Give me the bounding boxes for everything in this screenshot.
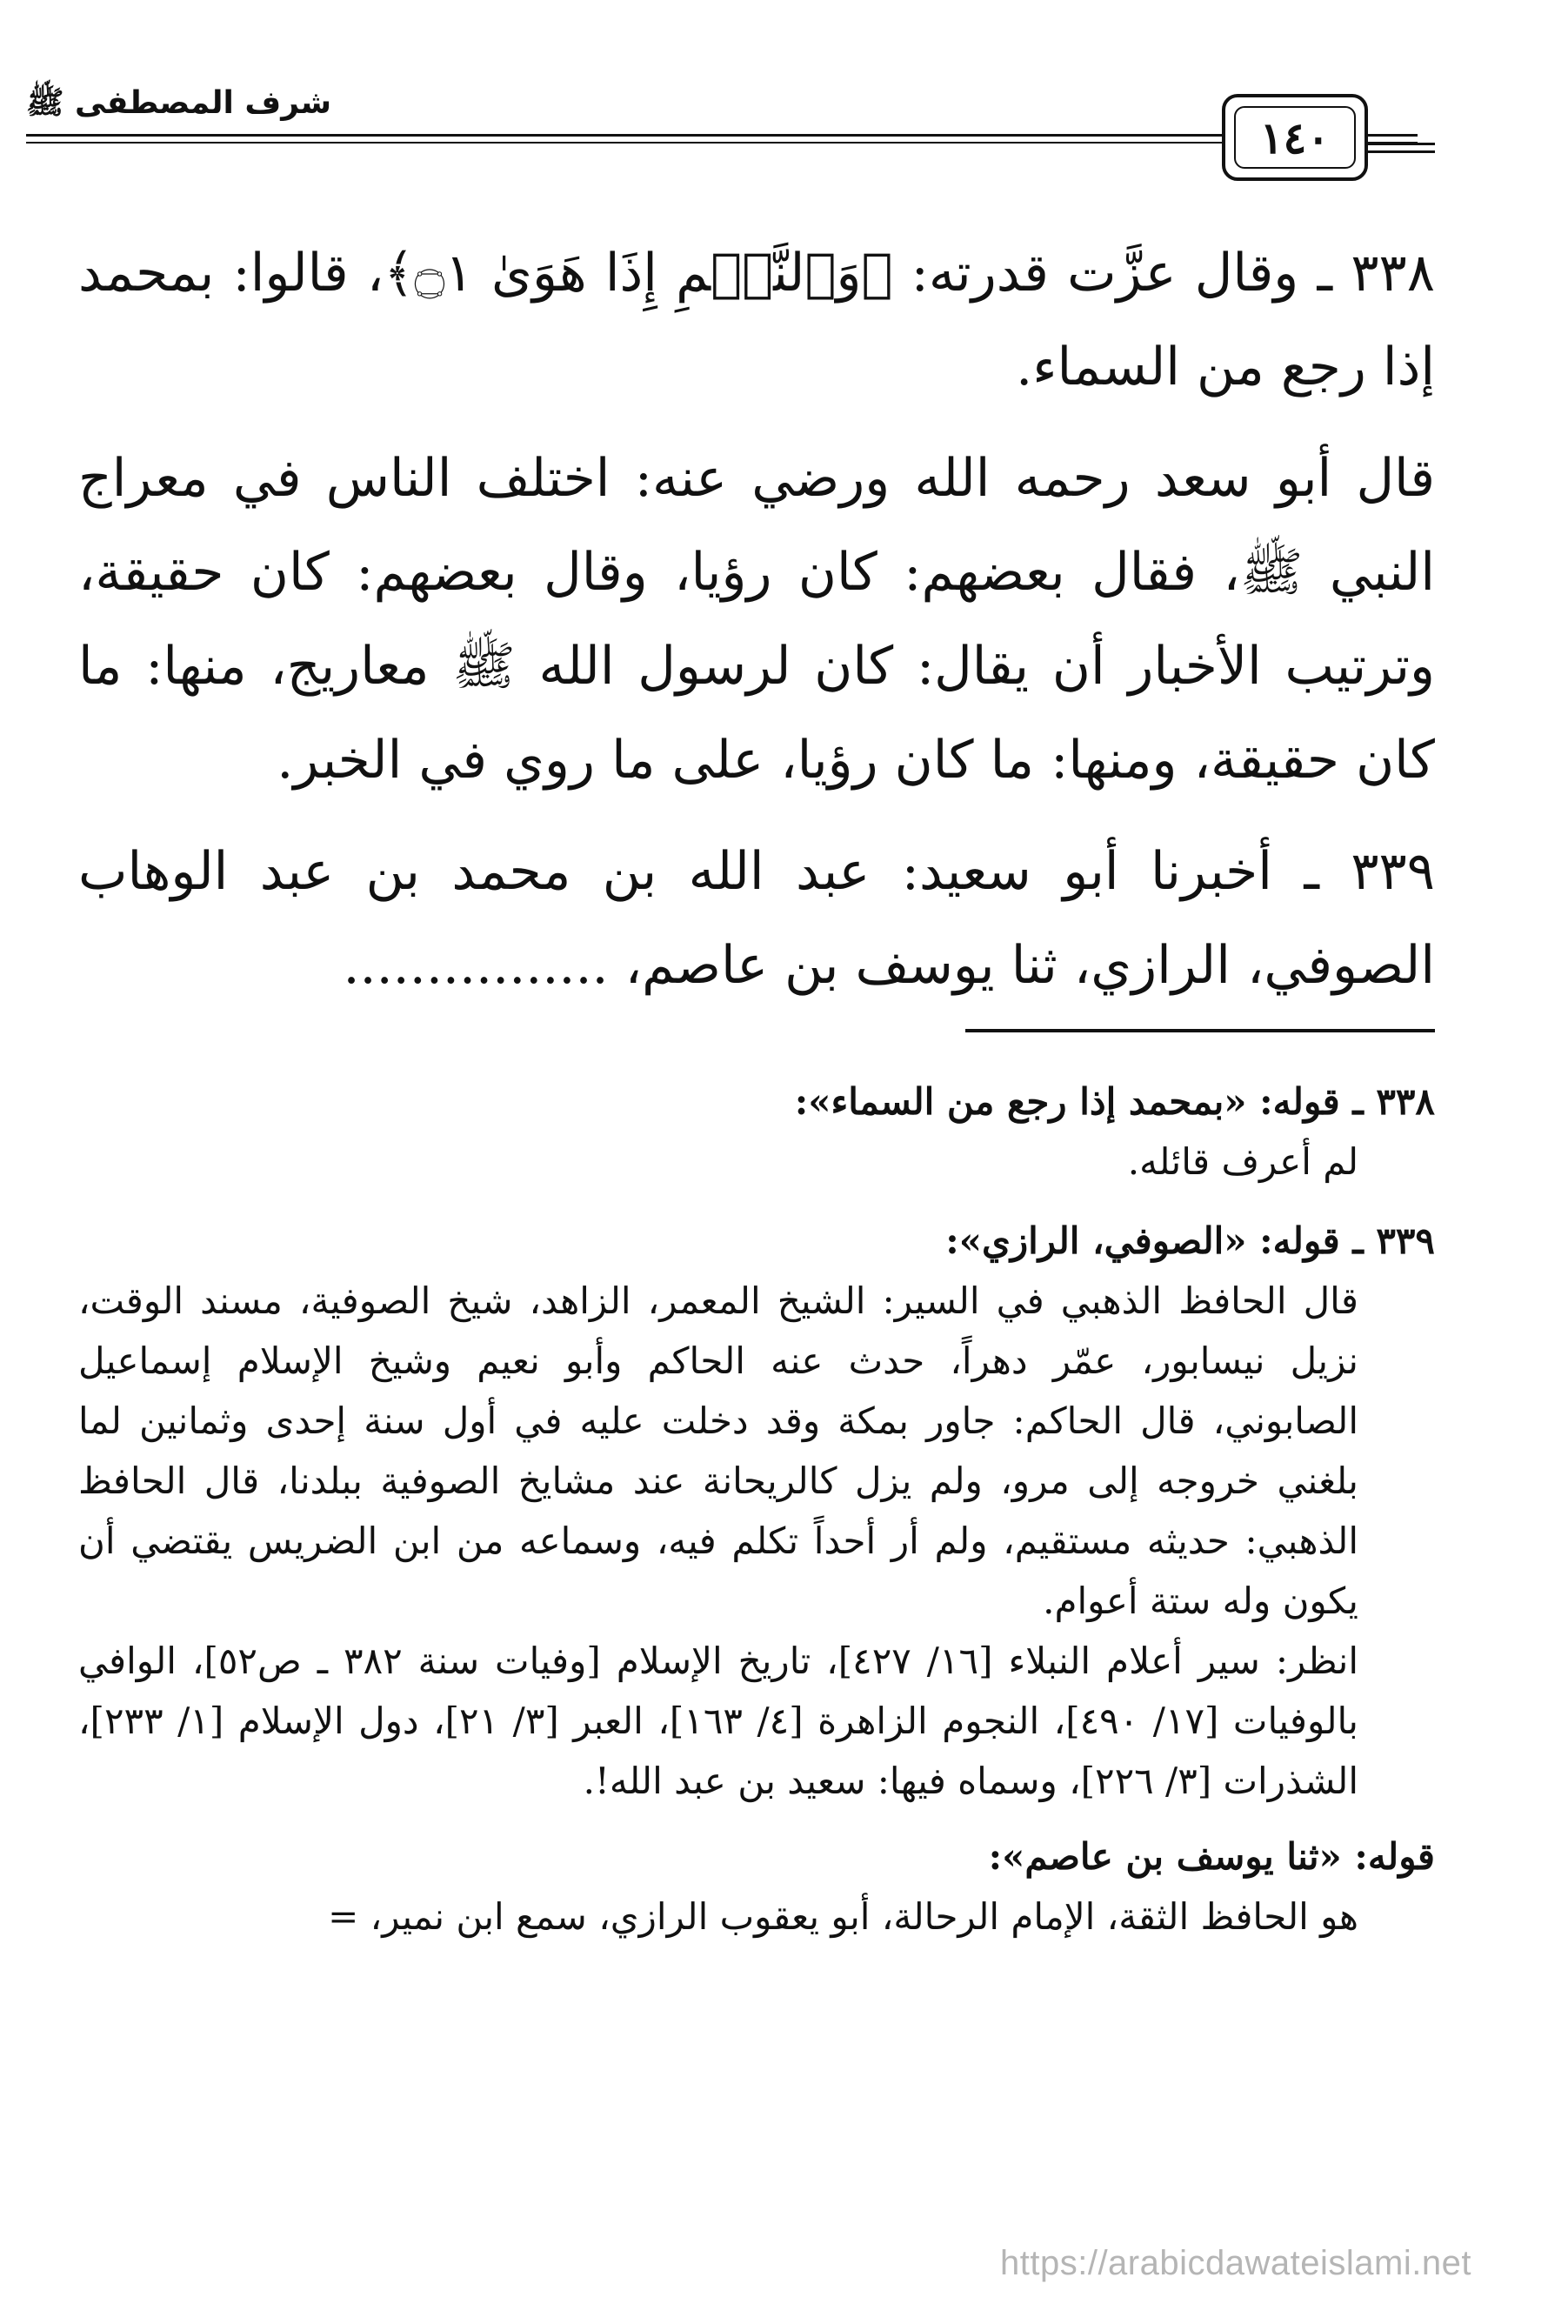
paragraph-339: ٣٣٩ ـ أخبرنا أبو سعيد: عبد الله بن محمد بن عبد الوهاب الصوفي، الرازي، ثنا يوسف بن عاصم، ................ [78, 841, 1436, 996]
note-yusuf-heading: قوله: «ثنا يوسف بن عاصم»: [988, 1835, 1435, 1878]
watermark-url: https://arabicdawateislami.net [1000, 2244, 1471, 2282]
paragraph-commentary: قال أبو سعد رحمه الله ورضي عنه: اختلف الناس في معراج النبي ﷺ، فقال بعضهم: كان رؤيا، وقال بعضهم: كان حقيقة، وترتيب الأخبار أن يقال: كان لرسول الله ﷺ معاريج، منها: ما كان حقيقة، ومنها: ما كان رؤيا، على ما روي في الخبر. [78, 448, 1435, 791]
page-number: ١٤٠ [1234, 106, 1356, 169]
note-339-references: انظر: سير أعلام النبلاء [١٦/ ٤٢٧]، تاريخ الإسلام [وفيات سنة ٣٨٢ ـ ص٥٢]، الوافي بالوفيات [١٧/ ٤٩٠]، النجوم الزاهرة [٤/ ١٦٣]، العبر [٣/ ٢١]، دول الإسلام [١/ ٢٣٣]، الشذرات [٣/ ٢٢٦]، وسماه فيها: سعيد بن عبد الله!. [78, 1639, 1358, 1802]
running-header-title: شرف المصطفى ﷺ [26, 85, 332, 121]
note-338-heading: ٣٣٨ ـ قوله: «بمحمد إذا رجع من السماء»: [794, 1080, 1435, 1123]
note-338-text: لم أعرف قائله. [1127, 1140, 1358, 1183]
footnotes [78, 1072, 1435, 1947]
page-number-frame [1222, 94, 1368, 181]
header-rule-right [1365, 143, 1435, 160]
footnote-separator [965, 1029, 1435, 1032]
note-339-text: قال الحافظ الذهبي في السير: الشيخ المعمر، الزاهد، شيخ الصوفية، مسند الوقت، نزيل نيسابور، عمّر دهراً، حدث عنه الحاكم وأبو نعيم وشيخ الإسلام إسماعيل الصابوني، قال الحاكم: جاور بمكة وقد دخلت عليه في أول سنة إحدى وثمانين لما بلغني خروجه إلى مرو، ولم يزل كالريحانة عند مشايخ الصوفية ببلدنا، قال الحافظ الذهبي: حديثه مستقيم، ولم أر أحداً تكلم فيه، وسماعه من ابن الضريس يقتضي أن يكون وله ستة أعوام. [78, 1279, 1358, 1622]
main-text [78, 226, 1435, 1012]
note-339-heading: ٣٣٩ ـ قوله: «الصوفي، الرازي»: [945, 1219, 1435, 1262]
paragraph-338: ٣٣٨ ـ وقال عزَّت قدرته: ﴿وَٱلنَّجۡمِ إِذَا هَوَىٰ ۝١﴾، قالوا: بمحمد إذا رجع من السماء. [78, 243, 1435, 397]
header-rule [26, 129, 1418, 151]
note-yusuf-text: هو الحافظ الثقة، الإمام الرحالة، أبو يعقوب الرازي، سمع ابن نمير، = [328, 1895, 1358, 1938]
